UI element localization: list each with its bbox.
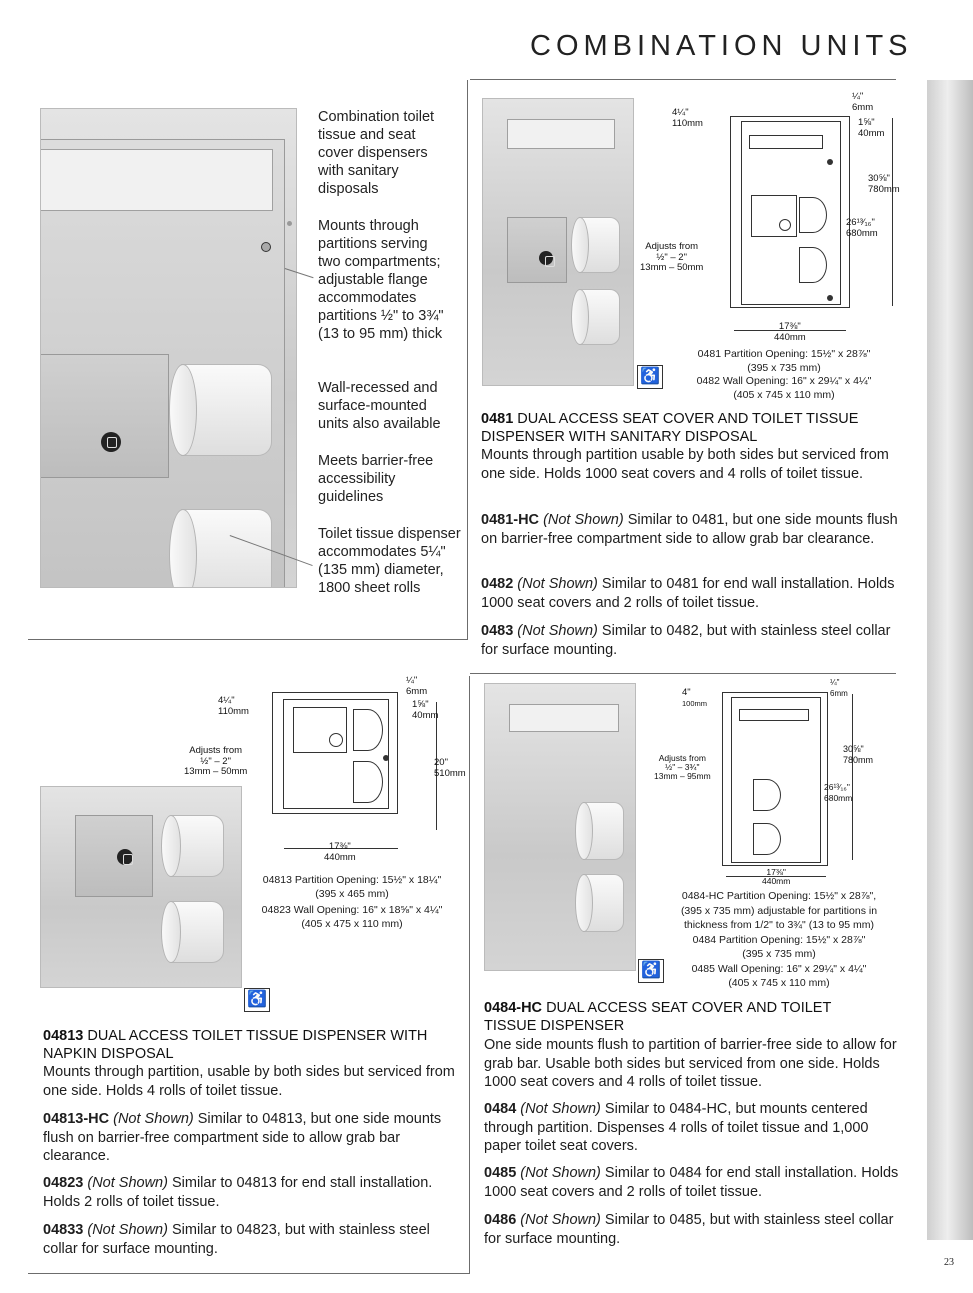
p04813-variant-3-code: 04833	[43, 1222, 84, 1238]
p04813-title: DUAL ACCESS TOILET TISSUE DISPENSER WITH NAPKIN DISPOSAL	[43, 1028, 428, 1062]
title-rule	[470, 79, 896, 80]
p0484-width-mm: 440mm	[762, 876, 791, 886]
p04813-dim-depth	[218, 696, 249, 717]
p04813-code: 04813	[43, 1028, 84, 1044]
p0484-spec-line-6: 0485 Wall Opening: 16" x 29¼" x 4¼"	[691, 962, 867, 975]
p0484-drawing-roll-2	[753, 823, 781, 855]
hero-photo	[40, 108, 297, 588]
p04813-photo	[40, 786, 242, 988]
p0481-flange-value: ¼"	[852, 91, 864, 102]
p0484-spec-line-2: (395 x 735 mm) adjustable for partitions in	[680, 904, 878, 917]
p0481-drawing-dot-1	[827, 159, 833, 165]
p0481-spec	[674, 348, 894, 402]
p0481-adjust-label: Adjusts from	[645, 241, 699, 252]
p0484-variant-2-code: 0485	[484, 1165, 517, 1181]
p0484-variant-1	[484, 1100, 904, 1156]
p0481-variant-3-note: (Not Shown)	[517, 623, 598, 639]
p0481-width-mm: 440mm	[774, 331, 806, 343]
p04813-width-value: 17⅜"	[328, 841, 351, 852]
p0484-height-value: 30⅝"	[843, 744, 864, 754]
p0481-drawing-roll-1	[799, 197, 827, 233]
p0484-accessibility-icon: ♿	[638, 959, 664, 983]
p0481-inner-height-mm: 680mm	[846, 227, 878, 239]
p0484-dim-height	[843, 744, 873, 765]
p0481-width-value: 17⅜"	[778, 321, 801, 332]
p04813-drawing-roll-2	[353, 761, 383, 803]
p0484-depth-mm: 100mm	[682, 698, 708, 708]
p0484-dim-adjust	[654, 754, 711, 781]
p0484-roll-1-end	[575, 802, 593, 860]
hero-callout-4: Meets barrier-free accessibility guidelines	[318, 453, 434, 505]
p0484-dim-inner-height	[824, 782, 852, 803]
p04813-dim-height	[434, 758, 466, 779]
p04813-spec	[242, 874, 462, 931]
p0484-variant-2-text: Similar to 0484 for end stall installation. Holds 1000 seat covers and 2 rolls of toilet tissue.	[484, 1165, 899, 1200]
p0481-spec-line-4: (405 x 745 x 110 mm)	[733, 388, 835, 401]
p04813-spec-line-1: 04813 Partition Opening: 15½" x 18¼"	[262, 874, 442, 886]
p0484-adjust-mm: 13mm – 95mm	[654, 771, 711, 781]
hero-callout-5: Toilet tissue dispenser accommodates 5¼" (135 mm) diameter, 1800 sheet rolls	[318, 526, 461, 596]
p04813-variant-2-note: (Not Shown)	[87, 1175, 168, 1191]
p0484-flange-value: ¼"	[830, 678, 840, 687]
p0484-spec-line-4: 0484 Partition Opening: 15½" x 28⅞"	[692, 933, 866, 946]
divider-horizontal-left	[28, 639, 468, 640]
p0481-variant-2-code: 0482	[481, 576, 514, 592]
p0481-depth-value: 4¼"	[672, 107, 689, 118]
p0481-dim-flange	[852, 92, 873, 113]
p04813-width-mm: 440mm	[324, 851, 356, 863]
p0481-variant-1-code: 0481-HC	[481, 512, 540, 528]
p04813-variant-1-note: (Not Shown)	[113, 1111, 194, 1127]
p0481-variant-3-text: Similar to 0482, but with stainless steel collar for surface mounting.	[481, 623, 891, 658]
p0484-variant-1-code: 0484	[484, 1101, 517, 1117]
p04813-adjust-range: ½" – 2"	[200, 755, 231, 767]
p0481-adjust-range: ½" – 2"	[656, 251, 687, 263]
p0481-drawing	[730, 116, 850, 308]
hero-disposal-door	[40, 354, 169, 478]
p0481-drawing-dot-2	[827, 295, 833, 301]
p0484-roll-2-end	[575, 874, 593, 932]
p04813-spec-line-3: 04823 Wall Opening: 16" x 18⅝" x 4¼"	[261, 904, 443, 916]
p0481-accessibility-icon: ♿	[637, 365, 663, 389]
p0481-slot	[507, 119, 615, 149]
p0481-dim-width	[774, 322, 806, 343]
p0481-dim-height-line	[892, 118, 893, 306]
p04813-flange-mm: 6mm	[406, 685, 428, 697]
p0484-code: 0484-HC	[484, 1000, 543, 1016]
p04813-flange-value: ¼"	[406, 675, 418, 686]
p04813-variant-2-code: 04823	[43, 1175, 84, 1191]
p0481-roll-1-end	[571, 217, 589, 273]
p04813-dim-side	[412, 700, 438, 721]
p04813-height-mm: 510mm	[434, 767, 466, 779]
p0481-variant-3-code: 0483	[481, 623, 514, 639]
p0484-variant-3-note: (Not Shown)	[520, 1212, 601, 1228]
p0484-dim-flange	[830, 678, 848, 699]
p0481-photo	[482, 98, 634, 386]
p0481-depth-mm: 110mm	[672, 117, 703, 129]
p0481-roll-2-end	[571, 289, 589, 345]
p04813-roll-2-end	[161, 901, 181, 963]
p0484-variant-3-code: 0486	[484, 1212, 517, 1228]
p0484-dim-depth	[682, 688, 707, 709]
p0481-inner-height-value: 26¹³⁄₁₆"	[846, 217, 875, 228]
p0481-side-mm: 40mm	[858, 127, 885, 139]
p0481-variant-1-note: (Not Shown)	[543, 512, 624, 528]
p0481-spec-line-1: 0481 Partition Opening: 15½" x 28⅞"	[697, 348, 871, 360]
p0481-dim-side	[858, 118, 884, 139]
p0481-spec-line-3: 0482 Wall Opening: 16" x 29¼" x 4¼"	[696, 375, 872, 387]
p04813-drawing-dot	[383, 755, 389, 761]
p04813-spec-line-2: (395 x 465 mm)	[315, 887, 389, 900]
p0481-heading	[481, 410, 901, 446]
p0484-slot	[509, 704, 619, 732]
p0481-variant-2-note: (Not Shown)	[517, 576, 598, 592]
p04813-variant-1	[43, 1110, 463, 1166]
divider-horizontal-right	[470, 673, 896, 674]
p0484-spec-line-1: 0484-HC Partition Opening: 15½" x 28⅞",	[681, 890, 877, 902]
p0481-height-value: 30⅝"	[868, 173, 890, 184]
p0481-variant-1	[481, 511, 901, 548]
p04813-accessibility-icon: ♿	[244, 988, 270, 1012]
p04813-variant-1-text: Similar to 04813, but one side mounts flush on barrier-free compartment side to allow grab bar clearance.	[43, 1111, 442, 1164]
hero-lock-small	[261, 242, 271, 252]
p0481-variant-1-text: Similar to 0481, but one side mounts flush on barrier-free compartment side to allow grab bar clearance.	[481, 512, 898, 547]
p0484-spec-line-5: (395 x 735 mm)	[742, 948, 816, 960]
p0484-photo	[484, 683, 636, 971]
p0484-spec-line-7: (405 x 745 x 110 mm)	[728, 977, 830, 989]
p0481-adjust-mm: 13mm – 50mm	[640, 262, 704, 273]
p0481-title: DUAL ACCESS SEAT COVER AND TOILET TISSUE DISPENSER WITH SANITARY DISPOSAL	[481, 411, 859, 445]
p04813-variant-2-text: Similar to 04813 for end stall installation. Holds 2 rolls of toilet tissue.	[43, 1175, 433, 1210]
p0481-disposal-door	[507, 217, 567, 283]
p0481-variant-2	[481, 575, 901, 612]
p0481-drawing-lock	[779, 219, 791, 231]
p04813-dim-width	[324, 842, 356, 863]
p0484-variant-2	[484, 1164, 904, 1201]
p0484-dim-width	[762, 868, 790, 886]
p0481-side-value: 1⅝"	[858, 117, 875, 128]
p0481-variant-2-text: Similar to 0481 for end wall installation. Holds 1000 seat covers and 2 rolls of toilet tissue.	[481, 576, 895, 611]
hero-callout-3: Wall-recessed and surface-mounted units also available	[318, 380, 441, 432]
p0484-description: One side mounts flush to partition of barrier-free side to allow for grab bar. Usable both sides but serviced from one side. Holds 1000 seat covers and 4 rolls of toilet tissue.	[484, 1037, 897, 1090]
p04813-variant-1-code: 04813-HC	[43, 1111, 110, 1127]
p04813-height-value: 20"	[434, 757, 448, 768]
p04813-drawing-roll-1	[353, 709, 383, 751]
p04813-variant-2	[43, 1174, 463, 1211]
divider-horizontal-bottom	[28, 1273, 470, 1274]
divider-vertical-bottom-left	[469, 676, 470, 1274]
p0481-height-mm: 780mm	[868, 183, 900, 195]
p0484-depth-value: 4"	[682, 687, 691, 698]
p0481-spec-line-2: (395 x 735 mm)	[747, 361, 821, 374]
p0484-variant-3	[484, 1211, 904, 1248]
p0481-dim-inner-height	[846, 218, 878, 239]
p04813-description: Mounts through partition, usable by both sides but serviced from one side. Holds 4 rolls of toilet tissue.	[43, 1064, 455, 1099]
hero-callout-1: Combination toilet tissue and seat cover dispensers with sanitary disposals	[318, 109, 435, 197]
p0481-dim-adjust	[640, 242, 703, 274]
p0484-variant-2-note: (Not Shown)	[520, 1165, 601, 1181]
p0481-code: 0481	[481, 411, 514, 427]
sidebar-strip	[927, 80, 973, 1240]
p04813-adjust-mm: 13mm – 50mm	[184, 766, 248, 777]
p0484-drawing	[722, 692, 828, 866]
p0481-drawing-roll-2	[799, 247, 827, 283]
p0484-heading	[484, 999, 884, 1035]
hero-roll-1-end	[169, 364, 197, 456]
p04813-lock-icon	[117, 849, 133, 865]
p0484-adjust-label: Adjusts from	[658, 753, 706, 763]
p04813-dim-adjust	[184, 746, 247, 778]
p0484-inner-height-value: 26¹³⁄₁₆"	[824, 782, 850, 792]
p04813-depth-mm: 110mm	[218, 705, 249, 717]
p0484-flange-mm: 6mm	[830, 688, 848, 698]
p04813-drawing-lock	[329, 733, 343, 747]
p04813-variant-3-note: (Not Shown)	[87, 1222, 168, 1238]
p04813-side-mm: 40mm	[412, 709, 439, 721]
p04813-roll-1-end	[161, 815, 181, 877]
p0484-variant-1-text: Similar to 0484-HC, but mounts centered through partition. Dispenses 4 rolls of toilet tissue and 1,000 paper toilet seat covers.	[484, 1101, 869, 1154]
page-number: 23	[944, 1257, 954, 1268]
p0484-inner-height-mm: 680mm	[824, 792, 853, 803]
p0484-variant-3-text: Similar to 0485, but with stainless steel collar for surface mounting.	[484, 1212, 894, 1247]
p0484-spec	[664, 889, 894, 991]
p0484-dim-height-line	[852, 694, 853, 860]
p04813-dim-flange	[406, 676, 427, 697]
hero-callout-2: Mounts through partitions serving two compartments; adjustable flange accommodates partitions ½" to 3¾" (13 to 95 mm) thick	[318, 218, 444, 342]
p0481-flange-mm: 6mm	[852, 101, 874, 113]
p0484-drawing-roll-1	[753, 779, 781, 811]
p0484-spec-line-3: thickness from 1/2" to 3¾" (13 to 95 mm)	[683, 919, 875, 931]
p04813-side-value: 1⅝"	[412, 699, 429, 710]
page-title: COMBINATION UNITS	[530, 30, 913, 62]
p04813-disposal-door	[75, 815, 153, 897]
p0481-dim-depth	[672, 108, 703, 129]
p0484-width-value: 17⅜"	[766, 867, 786, 877]
hero-seat-cover-slot	[40, 149, 273, 211]
p04813-adjust-label: Adjusts from	[189, 745, 243, 756]
p0484-height-mm: 780mm	[843, 754, 874, 765]
p04813-spec-line-4: (405 x 475 x 110 mm)	[301, 917, 403, 930]
p0481-drawing-slot	[749, 135, 823, 149]
p0481-lock-icon	[539, 251, 553, 265]
p0481-variant-3	[481, 622, 901, 659]
p04813-variant-3-text: Similar to 04823, but with stainless steel collar for surface mounting.	[43, 1222, 430, 1257]
p0481-description: Mounts through partition usable by both sides but serviced from one side. Holds 1000 seat covers and 4 rolls of toilet tissue.	[481, 447, 889, 482]
p0481-dim-height	[868, 174, 900, 195]
p04813-heading	[43, 1027, 448, 1063]
hero-lock-icon	[101, 432, 121, 452]
p0481-drawing-disposal	[751, 195, 797, 237]
p0484-adjust-range: ½" – 3¾"	[665, 762, 700, 772]
hero-screw	[287, 221, 292, 226]
p0484-drawing-slot	[739, 709, 809, 721]
p04813-variant-3	[43, 1221, 463, 1258]
p0484-variant-1-note: (Not Shown)	[520, 1101, 601, 1117]
p04813-drawing	[272, 692, 398, 814]
p0484-title: DUAL ACCESS SEAT COVER AND TOILET TISSUE DISPENSER	[484, 1000, 832, 1034]
divider-vertical-top	[467, 80, 468, 640]
p04813-depth-value: 4¼"	[218, 695, 235, 706]
